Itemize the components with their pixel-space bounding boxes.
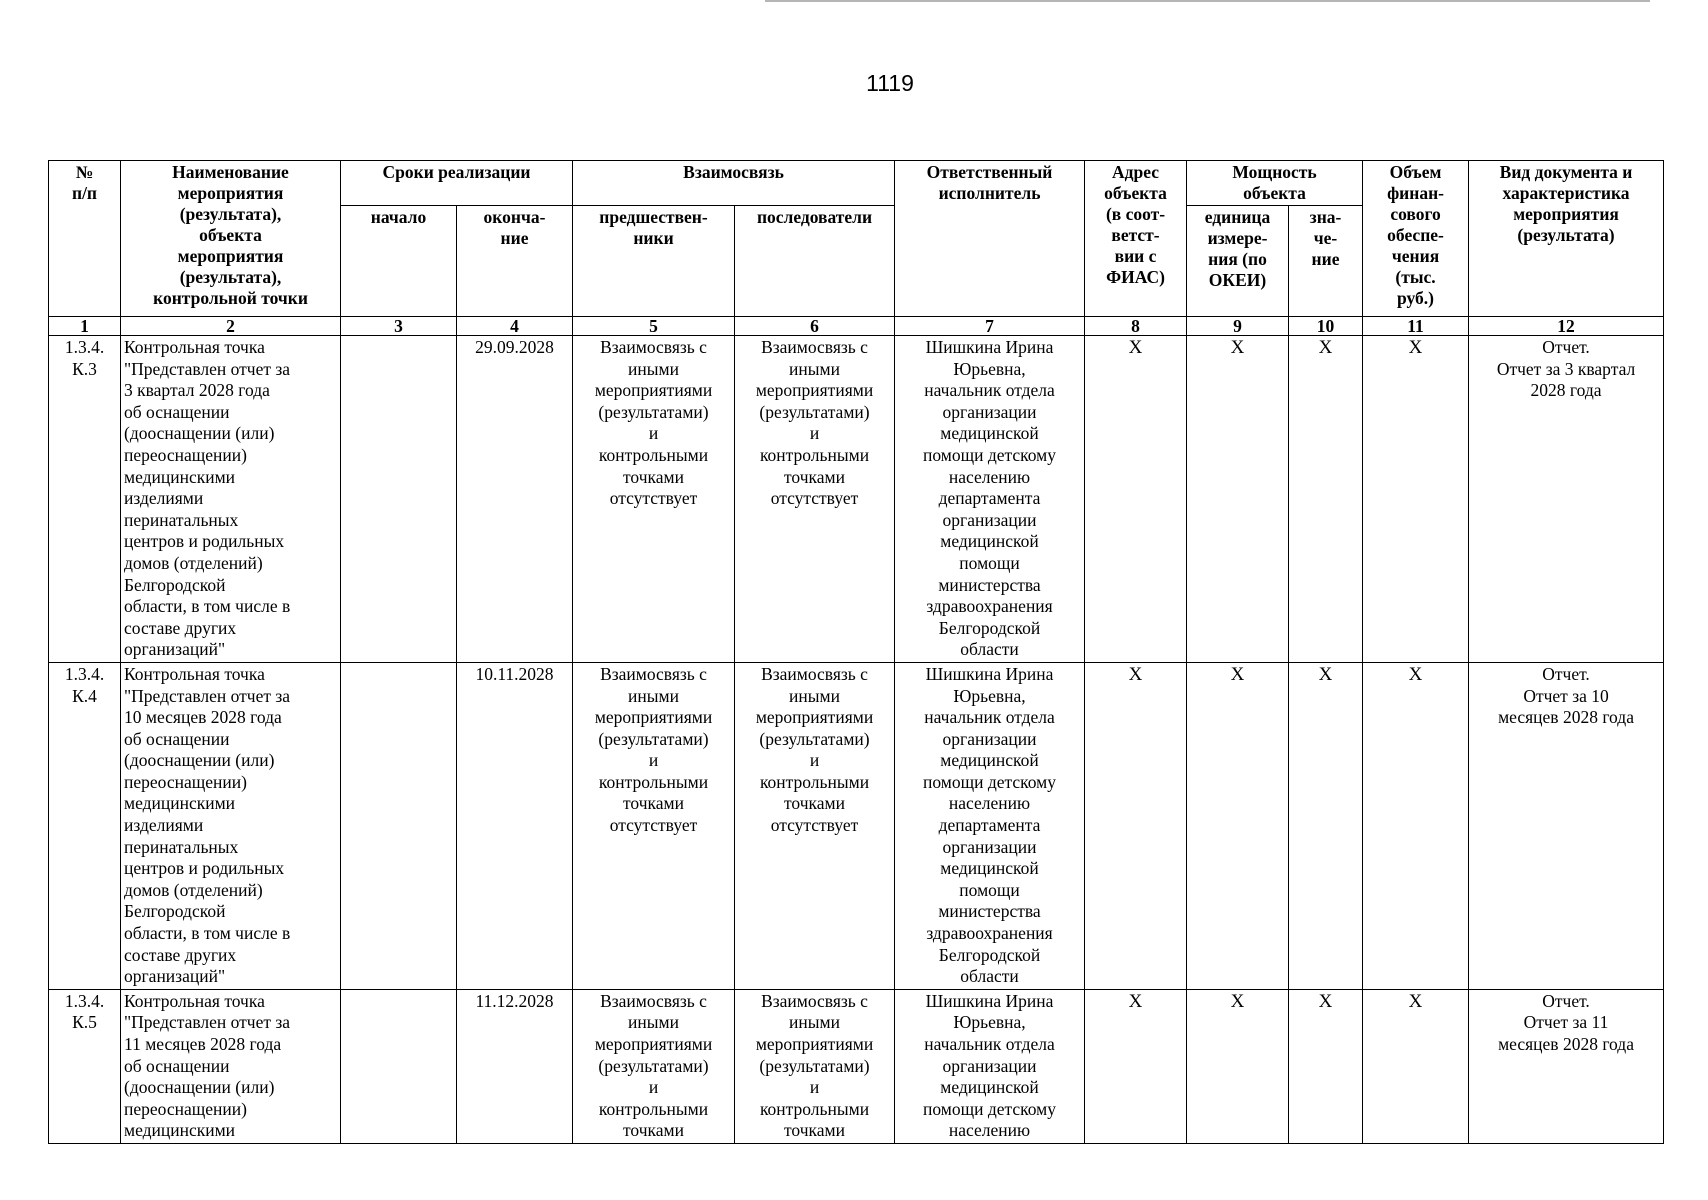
row-end: 10.11.2028: [457, 662, 573, 989]
header-doc: Вид документа и характеристика мероприятия (результата): [1469, 161, 1664, 317]
row-num: 1.3.4. К.4: [49, 662, 121, 989]
header-responsible: Ответственный исполнитель: [895, 161, 1085, 317]
header-start: начало: [341, 206, 457, 317]
header-unit: единица измере- ния (по ОКЕИ): [1187, 206, 1289, 317]
column-number: 10: [1289, 317, 1363, 336]
row-predecessors: Взаимосвязь с иными мероприятиями (результатами) и контрольными точками отсутствует: [573, 336, 735, 663]
row-responsible: Шишкина Ирина Юрьевна, начальник отдела организации медицинской помощи детскому населению департамента организации медицинской помощи министерства здравоохранения Белгородской области: [895, 662, 1085, 989]
row-value: Х: [1289, 336, 1363, 663]
row-num: 1.3.4. К.3: [49, 336, 121, 663]
row-start: [341, 989, 457, 1143]
table-row: [49, 662, 1664, 989]
table-row: [49, 989, 1664, 1143]
header-finance: Объем финан- сового обеспе- чения (тыс. руб.): [1363, 161, 1469, 317]
column-number: 8: [1085, 317, 1187, 336]
header-group-terms: Сроки реализации: [341, 161, 573, 206]
row-start: [341, 662, 457, 989]
plan-table-container: [48, 160, 1664, 1144]
row-end: 29.09.2028: [457, 336, 573, 663]
table-row: [49, 336, 1664, 663]
header-num: № п/п: [49, 161, 121, 317]
column-number: 9: [1187, 317, 1289, 336]
row-unit: Х: [1187, 989, 1289, 1143]
row-num: 1.3.4. К.5: [49, 989, 121, 1143]
column-number: 3: [341, 317, 457, 336]
column-number: 6: [735, 317, 895, 336]
row-doc: Отчет. Отчет за 11 месяцев 2028 года: [1469, 989, 1664, 1143]
row-name: Контрольная точка "Представлен отчет за 10 месяцев 2028 года об оснащении (дооснащении (или) переоснащении) медицинскими изделиями перинатальных центров и родильных домов (отделений) Белгородской области, в том числе в составе других организаций": [121, 662, 341, 989]
header-predecessors: предшествен- ники: [573, 206, 735, 317]
row-address: Х: [1085, 336, 1187, 663]
row-name: Контрольная точка "Представлен отчет за 3 квартал 2028 года об оснащении (дооснащении (или) переоснащении) медицинскими изделиями перинатальных центров и родильных домов (отделений) Белгородской области, в том числе в составе других организаций": [121, 336, 341, 663]
column-number: 2: [121, 317, 341, 336]
row-doc: Отчет. Отчет за 10 месяцев 2028 года: [1469, 662, 1664, 989]
row-unit: Х: [1187, 336, 1289, 663]
row-finance: Х: [1363, 989, 1469, 1143]
row-address: Х: [1085, 662, 1187, 989]
plan-table: [48, 160, 1664, 1144]
column-number: 12: [1469, 317, 1664, 336]
row-finance: Х: [1363, 662, 1469, 989]
row-predecessors: Взаимосвязь с иными мероприятиями (результатами) и контрольными точками: [573, 989, 735, 1143]
row-address: Х: [1085, 989, 1187, 1143]
top-rule: [765, 0, 1650, 2]
page-number: 1119: [866, 70, 914, 96]
header-group-capacity: Мощность объекта: [1187, 161, 1363, 206]
row-responsible: Шишкина Ирина Юрьевна, начальник отдела организации медицинской помощи детскому населению: [895, 989, 1085, 1143]
row-value: Х: [1289, 662, 1363, 989]
header-value: зна- че- ние: [1289, 206, 1363, 317]
column-number: 1: [49, 317, 121, 336]
row-responsible: Шишкина Ирина Юрьевна, начальник отдела организации медицинской помощи детскому населению департамента организации медицинской помощи министерства здравоохранения Белгородской области: [895, 336, 1085, 663]
column-number: 4: [457, 317, 573, 336]
column-number: 11: [1363, 317, 1469, 336]
column-number: 7: [895, 317, 1085, 336]
row-predecessors: Взаимосвязь с иными мероприятиями (результатами) и контрольными точками отсутствует: [573, 662, 735, 989]
row-successors: Взаимосвязь с иными мероприятиями (результатами) и контрольными точками отсутствует: [735, 336, 895, 663]
row-unit: Х: [1187, 662, 1289, 989]
row-start: [341, 336, 457, 663]
header-end: оконча- ние: [457, 206, 573, 317]
row-name: Контрольная точка "Представлен отчет за 11 месяцев 2028 года об оснащении (дооснащении (или) переоснащении) медицинскими: [121, 989, 341, 1143]
column-number: 5: [573, 317, 735, 336]
row-successors: Взаимосвязь с иными мероприятиями (результатами) и контрольными точками отсутствует: [735, 662, 895, 989]
row-finance: Х: [1363, 336, 1469, 663]
header-successors: последователи: [735, 206, 895, 317]
row-doc: Отчет. Отчет за 3 квартал 2028 года: [1469, 336, 1664, 663]
header-address: Адрес объекта (в соот- ветст- вии с ФИАС): [1085, 161, 1187, 317]
row-successors: Взаимосвязь с иными мероприятиями (результатами) и контрольными точками: [735, 989, 895, 1143]
row-value: Х: [1289, 989, 1363, 1143]
column-numbers-row: [49, 317, 1664, 336]
header-row-1: [49, 161, 1664, 206]
header-name: Наименование мероприятия (результата), объекта мероприятия (результата), контрольной точки: [121, 161, 341, 317]
header-group-links: Взаимосвязь: [573, 161, 895, 206]
row-end: 11.12.2028: [457, 989, 573, 1143]
